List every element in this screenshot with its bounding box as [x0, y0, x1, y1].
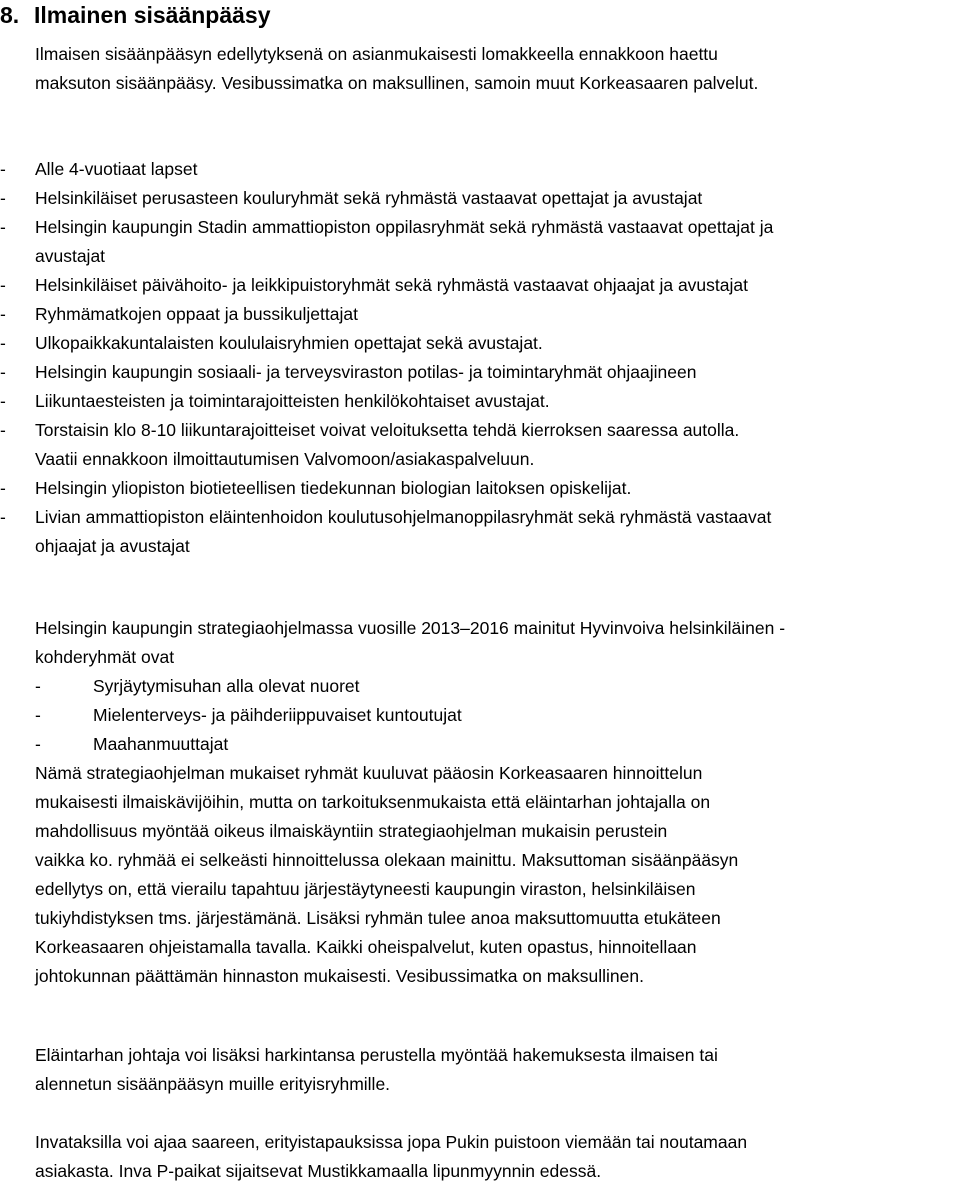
strategy-groups-list: [35, 672, 955, 759]
strategy-intro-line: kohderyhmät ovat: [35, 647, 175, 667]
taxi-note-line: Invataksilla voi ajaa saareen, erityistapauksissa jopa Pukin puistoon viemään tai noutamaan: [35, 1132, 748, 1152]
list-item: [0, 300, 960, 329]
intro-paragraph: [35, 40, 955, 98]
list-item-text: ohjaajat ja avustajat: [35, 536, 190, 556]
list-item-text: Ryhmämatkojen oppaat ja bussikuljettajat: [35, 304, 358, 324]
eligible-groups-list: [0, 155, 960, 561]
list-item-text: Maahanmuuttajat: [93, 734, 229, 754]
strategy-body-line: johtokunnan päättämän hinnaston mukaisesti. Vesibussimatka on maksullinen.: [35, 966, 644, 986]
section-number: 8.: [0, 2, 20, 28]
list-item-text: Alle 4-vuotiaat lapset: [35, 159, 198, 179]
list-item: [0, 474, 960, 503]
list-dash: -: [0, 333, 6, 353]
list-dash: -: [35, 705, 41, 725]
list-item-text: Helsinkiläiset perusasteen kouluryhmät sekä ryhmästä vastaavat opettajat ja avustajat: [35, 188, 703, 208]
strategy-body-line: edellytys on, että vierailu tapahtuu järjestäytyneesti kaupungin viraston, helsinkiläisen: [35, 879, 696, 899]
list-item: [0, 184, 960, 213]
intro-line: Ilmaisen sisäänpääsyn edellytyksenä on asianmukaisesti lomakkeella ennakkoon haettu: [35, 44, 718, 64]
list-item-text: Ulkopaikkakuntalaisten koululaisryhmien opettajat sekä avustajat.: [35, 333, 543, 353]
list-item: [0, 213, 960, 271]
list-dash: -: [35, 676, 41, 696]
list-item: [0, 271, 960, 300]
list-dash: -: [0, 188, 6, 208]
list-dash: -: [0, 217, 6, 237]
list-item-text: avustajat: [35, 246, 106, 266]
list-dash: -: [0, 362, 6, 382]
director-note-paragraph: [35, 1041, 955, 1099]
list-dash: -: [0, 507, 6, 527]
list-item: [0, 416, 960, 474]
strategy-body-line: mahdollisuus myöntää oikeus ilmaiskäyntiin strategiaohjelman mukaisin perustein: [35, 821, 668, 841]
list-item-text: Helsingin kaupungin Stadin ammattiopiston oppilasryhmät sekä ryhmästä vastaavat opettajat ja: [35, 217, 774, 237]
strategy-body-line: vaikka ko. ryhmää ei selkeästi hinnoittelussa olekaan mainittu. Maksuttoman sisäänpääsyn: [35, 850, 739, 870]
list-item: [35, 701, 955, 730]
strategy-body-line: Nämä strategiaohjelman mukaiset ryhmät kuuluvat pääosin Korkeasaaren hinnoittelun: [35, 763, 703, 783]
list-item-text: Syrjäytymisuhan alla olevat nuoret: [93, 676, 360, 696]
list-item: [35, 730, 955, 759]
section-title: Ilmainen sisäänpääsy: [34, 2, 271, 28]
list-item: [0, 155, 960, 184]
list-dash: -: [0, 304, 6, 324]
list-dash: -: [0, 391, 6, 411]
strategy-intro-line: Helsingin kaupungin strategiaohjelmassa vuosille 2013–2016 mainitut Hyvinvoiva helsinkiläinen -: [35, 618, 786, 638]
list-item-text: Livian ammattiopiston eläintenhoidon koulutusohjelmanoppilasryhmät sekä ryhmästä vastaavat: [35, 507, 772, 527]
strategy-body-line: Korkeasaaren ohjeistamalla tavalla. Kaikki oheispalvelut, kuten opastus, hinnoitellaan: [35, 937, 697, 957]
list-item-text: Mielenterveys- ja päihderiippuvaiset kuntoutujat: [93, 705, 462, 725]
section-heading: [0, 0, 271, 30]
list-item-text: Helsinkiläiset päivähoito- ja leikkipuistoryhmät sekä ryhmästä vastaavat ohjaajat ja avustajat: [35, 275, 748, 295]
strategy-body-line: mukaisesti ilmaiskävijöihin, mutta on tarkoituksenmukaista että eläintarhan johtajalla on: [35, 792, 711, 812]
list-item: [0, 358, 960, 387]
taxi-note-paragraph: [35, 1128, 955, 1186]
list-item: [0, 387, 960, 416]
taxi-note-line: asiakasta. Inva P-paikat sijaitsevat Mustikkamaalla lipunmyynnin edessä.: [35, 1161, 602, 1181]
list-item: [0, 503, 960, 561]
list-item-text: Helsingin kaupungin sosiaali- ja terveysviraston potilas- ja toimintaryhmät ohjaajineen: [35, 362, 697, 382]
list-dash: -: [35, 734, 41, 754]
list-dash: -: [0, 478, 6, 498]
intro-line: maksuton sisäänpääsy. Vesibussimatka on maksullinen, samoin muut Korkeasaaren palvelut.: [35, 73, 759, 93]
list-item-text: Vaatii ennakkoon ilmoittautumisen Valvomoon/asiakaspalveluun.: [35, 449, 535, 469]
list-dash: -: [0, 159, 6, 179]
list-item-text: Helsingin yliopiston biotieteellisen tiedekunnan biologian laitoksen opiskelijat.: [35, 478, 632, 498]
director-note-line: Eläintarhan johtaja voi lisäksi harkintansa perustella myöntää hakemuksesta ilmaisen tai: [35, 1045, 718, 1065]
list-item-text: Liikuntaesteisten ja toimintarajoitteisten henkilökohtaiset avustajat.: [35, 391, 550, 411]
strategy-section: [35, 614, 955, 991]
list-item-text: Torstaisin klo 8-10 liikuntarajoitteiset voivat veloituksetta tehdä kierroksen saaressa autolla.: [35, 420, 740, 440]
list-item: [0, 329, 960, 358]
list-dash: -: [0, 420, 6, 440]
list-dash: -: [0, 275, 6, 295]
director-note-line: alennetun sisäänpääsyn muille erityisryhmille.: [35, 1074, 391, 1094]
list-item: [35, 672, 955, 701]
strategy-body-line: tukiyhdistyksen tms. järjestämänä. Lisäksi ryhmän tulee anoa maksuttomuutta etukäteen: [35, 908, 721, 928]
